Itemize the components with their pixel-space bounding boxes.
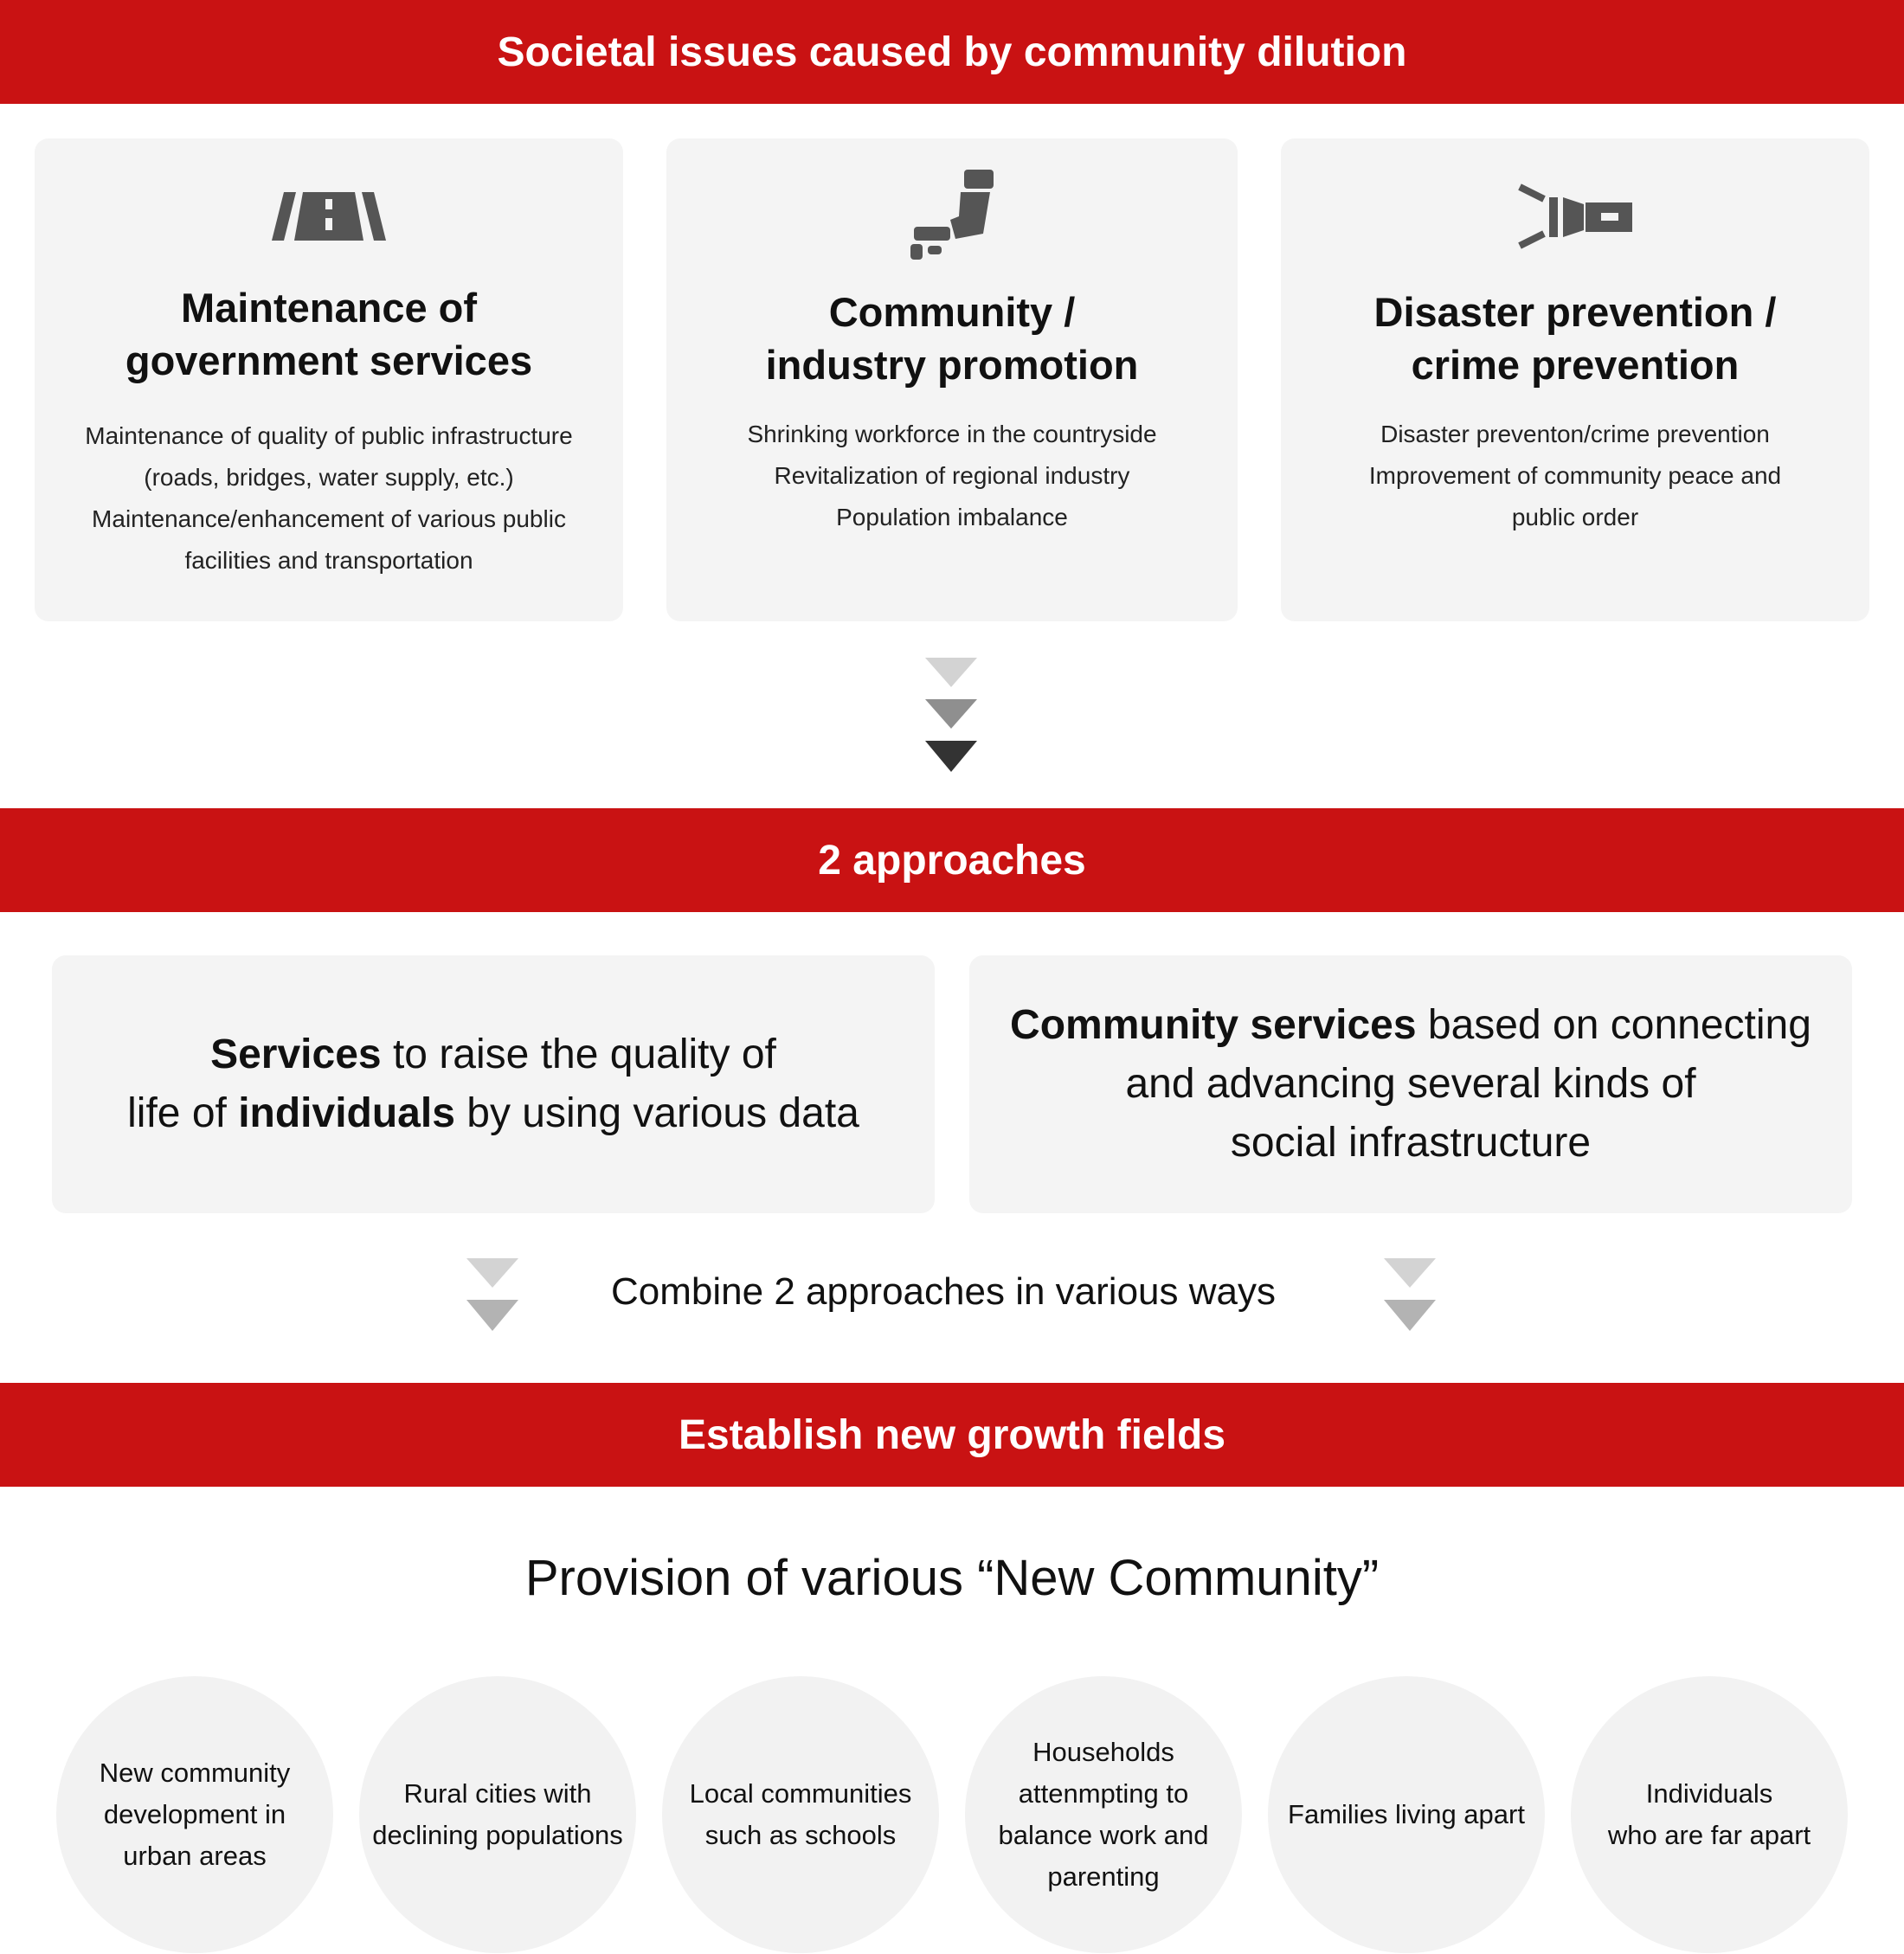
- community-circle-families: Families living apart: [1268, 1676, 1545, 1953]
- issue-card-government-services: [35, 138, 623, 621]
- community-circle-schools: Local communities such as schools: [662, 1676, 939, 1953]
- issue-title: Maintenance of government services: [125, 285, 533, 383]
- approach-card-community-services: [969, 955, 1852, 1213]
- issue-title: Disaster prevention / crime prevention: [1373, 289, 1777, 388]
- issue-card-disaster-prevention: [1281, 138, 1869, 621]
- combine-approaches-text: Combine 2 approaches in various ways: [611, 1270, 1276, 1313]
- japan-map-icon: [907, 170, 997, 264]
- issue-description: Maintenance of quality of public infrastructure (roads, bridges, water supply, etc.) Maintenance/enhancement of various public facilities and transportation: [85, 422, 573, 574]
- banner-growth-fields: Establish new growth fields: [0, 1383, 1904, 1487]
- community-circle-individuals: Individuals who are far apart: [1571, 1676, 1848, 1953]
- double-down-arrow-icon: [1384, 1258, 1436, 1335]
- banner-two-approaches: 2 approaches: [0, 808, 1904, 912]
- banner-societal-issues: Societal issues caused by community dilution: [0, 0, 1904, 104]
- issue-description: Disaster preventon/crime prevention Improvement of community peace and public order: [1368, 421, 1782, 530]
- issue-title: Community / industry promotion: [765, 289, 1139, 388]
- community-circle-urban: New community development in urban areas: [56, 1676, 333, 1953]
- community-circle-households: Households attenmpting to balance work and parenting: [965, 1676, 1242, 1953]
- approach-text: Services to raise the quality of life of individuals by using various data: [127, 1032, 859, 1136]
- community-circle-rural: Rural cities with declining populations: [359, 1676, 636, 1953]
- issue-card-industry-promotion: [666, 138, 1238, 621]
- flashlight-icon: [1518, 183, 1632, 254]
- approach-text: Community services based on connecting and advancing several kinds of social infrastructure: [1010, 1002, 1811, 1166]
- issue-description: Shrinking workforce in the countryside Revitalization of regional industry Population imbalance: [747, 421, 1157, 530]
- road-icon: [272, 192, 386, 245]
- provision-heading: Provision of various “New Community”: [524, 1550, 1380, 1606]
- triple-down-arrow-icon: [925, 658, 977, 779]
- approach-card-individual-services: [52, 955, 935, 1213]
